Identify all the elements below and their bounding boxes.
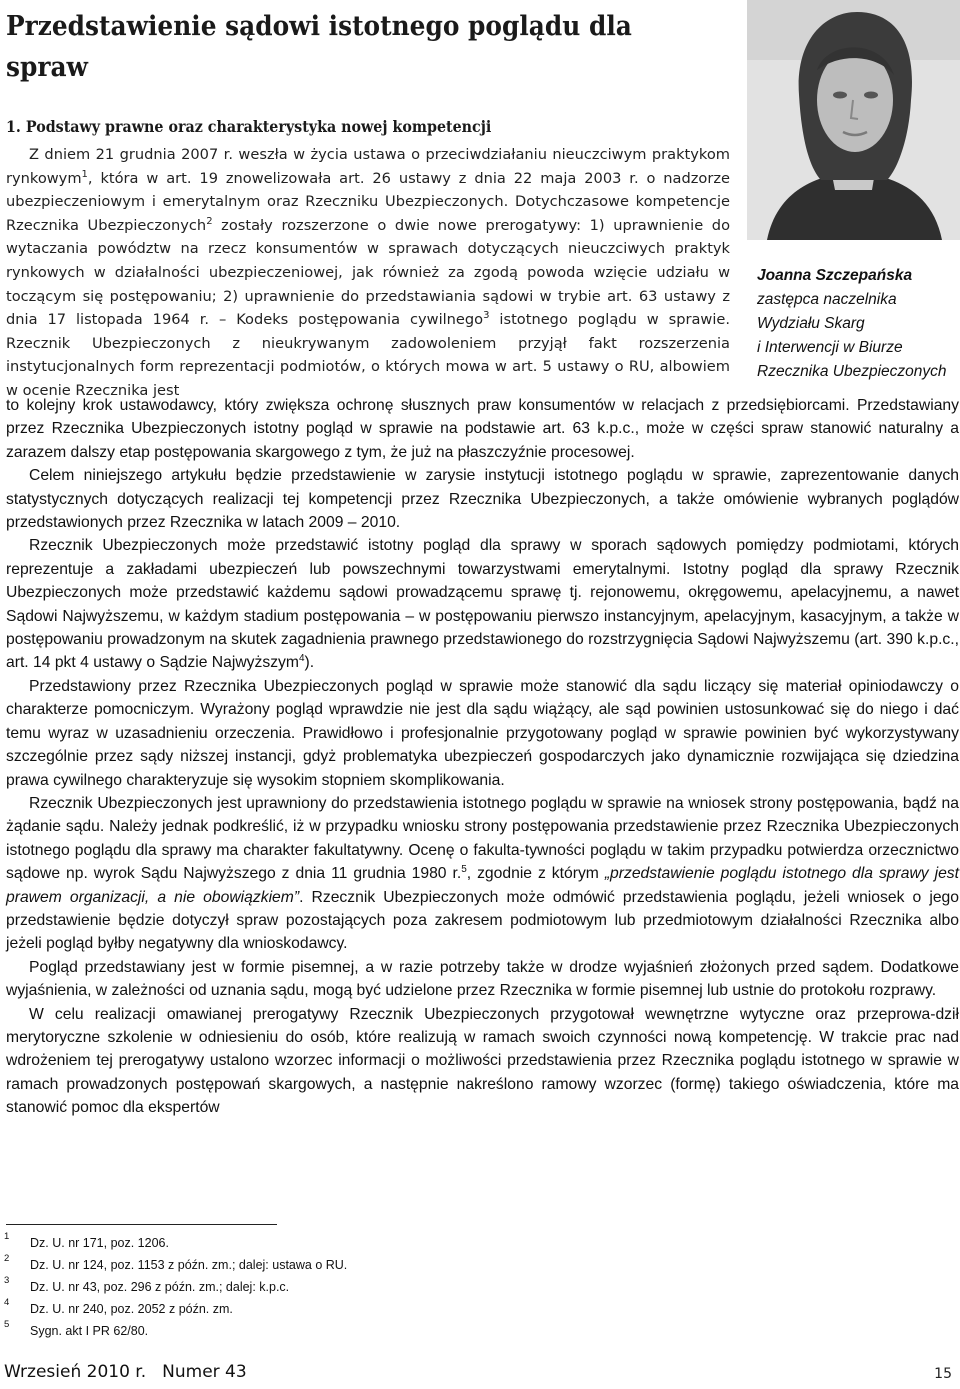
article-body [6, 394, 959, 1120]
footnotes [4, 1232, 604, 1342]
article-title: Przedstawienie sądowi istotnego poglądu dla spraw [6, 11, 632, 83]
footnote: 5 Sygn. akt I PR 62/80. [4, 1319, 149, 1338]
intro-paragraph: Z dniem 21 grudnia 2007 r. weszła w życia ustawa o przeciwdziałaniu nieuczciwym praktykom rynkowym$^1$, która w art. 19 znowelizowała art. 26 ustawy z dnia 22 maja 2003 r. o nadzorze ubezpieczeniowym i emerytalnym oraz Rzeczniku Ubezpieczonych. Dotychczasowe kompetencje Rzecznika Ubezpieczonych$^2$ zostały rozszerzone o dwie nowe prerogatywy: 1) uprawnienie do wytaczania powództw na rzecz konsumentów w sprawach dotyczących nieuczciwych praktyk rynkowych w działalności ubezpieczeniowej, jak również za zgodą powoda wzięcie udziału w toczącym się postępowaniu; 2) uprawnienie do przedstawiania sądowi w trybie art. 63 ustawy z dnia 17 listopada 1964 r. – Kodeks postępowania cywilnego$^3$ istotnego poglądu w sprawie. Rzecznik Ubezpieczonych z nieukrywanym zadowoleniem przyjął fakt rozszerzenia instytucjonalnych form reprezentacji podmiotów, o których mowa w art. 5 ustawy o RU, albowiem w ocenie Rzecznika jest [6, 146, 731, 399]
body-paragraph: Pogląd przedstawiany jest w formie pisemnej, a w razie potrzeby także w drodze wyjaśnień złożonych przed sądem. Dodatkowe wyjaśnienia, w zależności od uznania sądu, mogą być udzielone przez Rzecznika w formie pisemnej lub ustnie do protokołu rozprawy. [6, 958, 959, 1000]
footnote: 1 Dz. U. nr 171, poz. 1206. [4, 1231, 169, 1250]
author-role-line: Rzecznika Ubezpieczonych [757, 363, 947, 380]
intro-text [6, 143, 730, 403]
body-paragraph: Rzecznik Ubezpieczonych jest uprawniony do przedstawienia istotnego poglądu w sprawie na wniosek strony postępowania, bądź na żądanie sądu. Należy jednak podkreślić, iż w przypadku wniosku strony postępowania przedstawienie przez Rzecznika Ubezpieczonych istotnego poglądu dla sprawy ma charakter fakultatywny. Ocenę o fakulta-tywności poglądu w takim przypadku potwierdza orzecznictwo sądowe np. wyrok Sądu Najwyższego z dnia 11 grudnia 1980 r.$^5$, zgodnie z którym „przedstawienie poglądu istotnego dla sprawy jest prawem organizacji, a nie obowiązkiem”. Rzecznik Ubezpieczonych może odmówić przedstawienia poglądu, jeżeli wniosek o jego przedstawienie będzie dotyczył spraw pozostających poza zakresem podmiotowym lub przedmiotowym działalności Rzecznika albo jeżeli pogląd byłby negatywny dla wnioskodawcy. [6, 794, 960, 953]
body-paragraph: Przedstawiony przez Rzecznika Ubezpieczonych pogląd w sprawie może stanowić dla sądu liczący się materiał opiniodawczy o charakterze pomocniczym. Wyrażony pogląd wprawdzie nie jest dla sądu wiążący, ale sąd powinien ustosunkować się do niego i dać temu wyraz w uzasadnieniu orzeczenia. Prawidłowo i profesjonalnie przygotowany pogląd w sprawie powinien być wykorzystywany szczególnie przez sądy niższej instancji, gdyż problematyka ubezpieczeń gospodarczych jako dynamicznie rozwijająca się dziedzina prawa cywilnego charakteryzuje się wysokim stopniem skomplikowania. [6, 677, 959, 789]
author-role-line: i Interwencji w Biurze [757, 339, 903, 356]
author-photo [747, 0, 960, 240]
author-portrait-image [747, 0, 960, 240]
footnote-separator [6, 1224, 277, 1225]
author-role-line: zastępca naczelnika [757, 291, 897, 308]
issue-footer [4, 1362, 263, 1382]
footnote: 3 Dz. U. nr 43, poz. 296 z późn. zm.; dalej: k.p.c. [4, 1275, 290, 1294]
author-caption [757, 264, 957, 384]
footnote: 2 Dz. U. nr 124, poz. 1153 z późn. zm.; dalej: ustawa o RU. [4, 1253, 348, 1272]
court-quote: „przedstawienie poglądu istotnego dla sprawy jest prawem organizacji, a nie obowiązkiem” [6, 865, 959, 906]
body-paragraph: Rzecznik Ubezpieczonych może przedstawić istotny pogląd dla sprawy w sporach sądowych pomiędzy podmiotami, których reprezentuje a zakładami ubezpieczeń lub powszechnymi towarzystwami emerytalnymi. Istotny pogląd dla sprawy Rzecznik Ubezpieczonych może przedstawić każdemu sądowi prowadzącemu sprawę tj. rejonowemu, okręgowemu, apelacyjnemu, a nawet Sądowi Najwyższemu, w każdym stadium postępowania – w postępowaniu pierwszo instancyjnym, apelacyjnym, kasacyjnym, a także w postępowaniu prowadzonym na skutek zagadnienia prawnego przedstawionego do rozstrzygnięcia Sądowi Najwyższemu (art. 390 k.p.c., art. 14 pkt 4 ustawy o Sądzie Najwyższym$^4$). [6, 537, 959, 672]
body-paragraph-continued: to kolejny krok ustawodawcy, który zwiększa ochronę słusznych praw konsumentów w relacjach z przedsiębiorcami. Przedstawiany przez Rzecznika Ubezpieczonych istotny pogląd w sprawie na podstawie art. 63 k.p.c., może w części spraw stanowić naturalny a zarazem dalszy etap postępowania skargowego z tym, że już na płaszczyźnie procesowej. [6, 397, 959, 461]
page-number: 15 [934, 1366, 952, 1382]
footnote: 4 Dz. U. nr 240, poz. 2052 z późn. zm. [4, 1297, 233, 1316]
author-role-line: Wydziału Skarg [757, 315, 865, 332]
body-paragraph: Celem niniejszego artykułu będzie przedstawienie w zarysie instytucji istotnego poglądu w sprawie, zaprezentowanie danych statystycznych dotyczących realizacji tej kompetencji przez Rzecznika Ubezpieczonych, a także omówienie wybranych poglądów przedstawionych przez Rzecznika w latach 2009 – 2010. [6, 467, 959, 532]
issue-date: Wrzesień 2010 r. [4, 1362, 147, 1382]
issue-number: Numer 43 [162, 1362, 247, 1382]
body-paragraph: W celu realizacji omawianej prerogatywy Rzecznik Ubezpieczonych przygotował wewnętrzne wytyczne oraz przeprowa-dził merytoryczne szkolenie w odniesieniu do osób, które realizują w ramach swoich czynności nową kompetencję. W trakcie prac nad wdrożeniem tej prerogatywy ustalono wzorzec informacji o możliwości przedstawienia przez Rzecznika poglądu istotnego w sprawie w ramach prowadzonych postępowań skargowych, a następnie nakreślono ramowy wzorzec (formę) takiego oświadczenia, które ma stanowić pomoc dla ekspertów [6, 1005, 959, 1117]
author-name: Joanna Szczepańska [757, 267, 913, 284]
section-heading: 1. Podstawy prawne oraz charakterystyka nowej kompetencji [6, 117, 492, 136]
